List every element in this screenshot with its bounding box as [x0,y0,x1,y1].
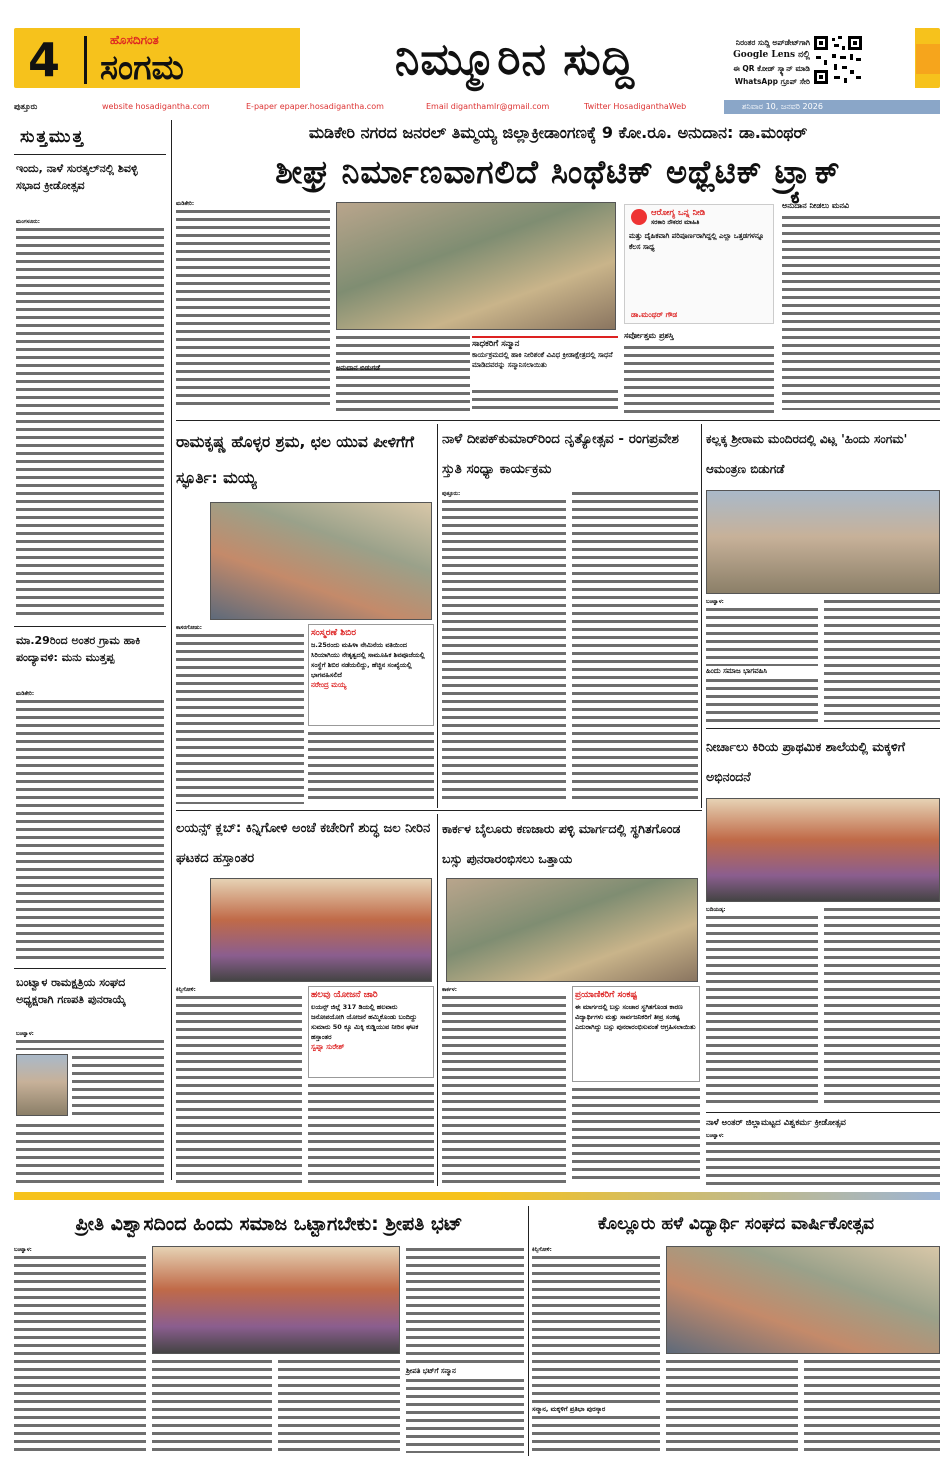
vishwakarma-text [706,1140,940,1186]
kallakka-photo [706,490,940,594]
story3-body [16,1030,164,1050]
lions-box [308,986,434,1078]
hindu-text [278,1358,400,1456]
story1-text [16,226,164,620]
story1-dateline: ಮಂಗಳೂರು: [16,219,40,225]
kollur-text [804,1358,940,1456]
ramakrishna-box-head: ಸಂಸ್ಮರಣೆ ಶಿಬಿರ [311,628,356,638]
qr-text-2: Google Lens ನಲ್ಲಿ [733,50,810,60]
ramakrishna-photo [210,502,432,620]
masthead-info-bar [14,100,940,114]
lead-text [336,334,470,414]
dance-body-col1 [442,490,566,802]
portrait-photo [16,1054,68,1116]
vishwakarma-body [706,1132,940,1186]
kallakka-text [706,677,818,727]
lions-box-text: ಲಯನ್ಸ್ ಜಿಲ್ಲೆ 317 ಡಿಯಲ್ಲಿ ಹಲವಾರು ಜನೋಪಯೋಗಿ ಯೋಜನೆ ಹಮ್ಮಿಕೊಂಡು ಬಂದಿದ್ದು ಸುಮಾರು 50 ಕ್ಕೂ ಮಿಕ್ಕಿ ಕುಡ್ಡಿಯುವ ನೀರಿನ ಘಟಕ ಹಸ್ತಾಂತರ [311,1003,419,1041]
hindu-text [152,1358,272,1456]
lions-photo [210,878,432,982]
epaper-link[interactable]: E-paper epaper.hosadigantha.com [246,102,384,111]
hindu-headline: ಪ್ರೀತಿ ವಿಶ್ವಾಸದಿಂದ ಹಿಂದು ಸಮಾಜ ಒಟ್ಟಾಗಬೇಕು: ಶ್ರೀಪತಿ ಭಟ್ [75,1213,463,1235]
dance-text [572,490,698,802]
school-dateline: ಬದಿಯಡ್ಕ: [706,907,726,913]
column-rule [437,424,438,808]
story2-text [16,698,164,962]
lions-headline: ಲಯನ್ಸ್ ಕ್ಲಬ್: ಕಿನ್ನಿಗೋಳಿ ಅಂಚೆ ಕಚೇರಿಗೆ ಶುದ್ಧ ಜಲ ನೀರಿನ ಘಟಕದ ಹಸ್ತಾಂತರ [176,821,431,866]
qr-text-4: WhatsApp ಗ್ರೂಪ್ ಸೇರಿ [734,77,810,86]
kollur-text [532,1254,660,1404]
kollur-text [666,1358,798,1456]
kallakka-subhead: ಹಿಂದು ಸಮಾಜ ಭಾಗವಹಿಸಿ [706,667,768,676]
column-rule [528,1206,529,1456]
kollur-dateline: ಕಿನ್ನಿಗೋಳಿ: [532,1247,552,1253]
lead-text [624,344,774,414]
ramakrishna-box-byline: ನರೇಂದ್ರ ಮಯ್ಯ [311,681,347,689]
lions-text [308,1082,434,1184]
date-badge: ಶನಿವಾರ 10, ಜನವರಿ 2026 [724,100,940,114]
health-logo-icon [631,209,647,225]
brand-small: ಹೊಸದಿಗಂತ [110,33,159,47]
city: ಪುತ್ತೂರು [14,102,38,111]
dance-headline: ನಾಳೆ ದೀಪಕ್‌ಕುಮಾರ್‌ರಿಂದ ನೃತ್ಯೋತ್ಸವ - ರಂಗಪ್ರವೇಶ ಸ್ತುತಿ ಸಂಧ್ಯಾ ಕಾರ್ಯಕ್ರಮ [442,431,679,477]
kallakka-dateline: ಬಂಟ್ವಾಳ: [706,599,724,605]
bus-headline: ಕಾರ್ಕಳ ಬೈಲೂರು ಕಣಜಾರು ಪಳ್ಳಿ ಮಾರ್ಗದಲ್ಲಿ ಸ್ಥಗಿತಗೊಂಡ ಬಸ್ಸು ಪುನರಾರಂಭಿಸಲು ಒತ್ತಾಯ [442,821,681,866]
health-text: ಮತ್ತು ದೈಹಿಕವಾಗಿ ಪರಿಪೂರ್ಣರಾಗಿದ್ದಲ್ಲಿ ಎಲ್ಲಾ ಒತ್ತಡಗಳನ್ನೂ ಕೆಲಸ ಸಾಧ್ಯ [629,232,765,251]
column-rule [701,424,702,808]
story3-dateline: ಬಂಟ್ವಾಳ: [16,1031,34,1037]
lions-body-col1 [176,986,302,1184]
bus-photo [446,878,698,982]
story2-headline: ಮಾ.29ರಿಂದ ಅಂತರ ಗ್ರಾಮ ಹಾಕಿ ಪಂದ್ಯಾವಳಿ: ಮನು ಮುತ್ತಪ್ಪ [16,634,141,664]
ramakrishna-dateline: ಕಾಸರಗೋಡು: [176,625,202,631]
lead-story [176,118,940,418]
qr-pattern-icon [812,34,864,86]
bus-dateline: ಕಾರ್ಕಳ: [442,987,457,993]
story1-headline: ಇಂದು, ನಾಳೆ ಸುರತ್ಕಲ್‌ನಲ್ಲಿ ಶಿವಳ್ಳಿ ಸಭಾದ ಕ್ರೀಡೋತ್ಸವ [16,162,138,192]
lead-text [472,388,618,414]
health-brand: ಆರೋಗ್ಯ ಒನ್ನ ನೀಡಿ [651,208,706,218]
bus-story [442,814,700,1186]
divider [14,626,166,627]
masthead [0,0,945,111]
hindu-photo [152,1246,400,1354]
column-rule [171,120,172,1180]
hindu-body-col1 [14,1246,146,1456]
section-rule [706,1112,940,1113]
kallakka-text [706,606,818,666]
ramakrishna-text [308,730,434,804]
hindu-story [14,1204,524,1459]
school-story [706,732,940,1112]
bus-box-head: ಪ್ರಯಾಣಿಕರಿಗೆ ಸಂಕಷ್ಟ [575,990,638,1000]
email-link[interactable]: Email diganthamlr@gmail.com [426,102,550,111]
section-rule [176,420,940,421]
ramakrishna-text [176,632,304,804]
school-text [706,914,818,1106]
hindu-text [14,1254,146,1456]
divider [14,968,166,969]
twitter-link[interactable]: Twitter HosadiganthaWeb [584,102,687,111]
quote-box [472,336,618,384]
ramakrishna-headline: ರಾಮಕೃಷ್ಣ ಹೊಳ್ಳರ ಶ್ರಮ, ಛಲ ಯುವ ಪೀಳಿಗೆಗೆ ಸ್ಫೂರ್ತಿ: ಮಯ್ಯ [176,433,415,487]
school-headline: ನೀರ್ಚಾಲು ಕಿರಿಯ ಪ್ರಾಥಮಿಕ ಶಾಲೆಯಲ್ಲಿ ಮಕ್ಕಳಿಗೆ ಅಭಿನಂದನೆ [706,739,905,784]
left-column [14,118,166,1186]
ramakrishna-story [176,424,434,804]
hindu-dateline: ಬಂಟ್ವಾಳ: [14,1247,32,1253]
hindu-subhead: ಶ್ರೀಪತಿ ಭಟ್‌ಗೆ ಸನ್ಮಾನ [406,1367,456,1375]
lions-box-byline: ಸ್ವಪ್ನಾ ಸುರೇಶ್ [311,1043,345,1051]
quote-text: ಕಾರ್ಯಕ್ರಮದಲ್ಲಿ ಹಾಕಿ ನೀರಿಶಂಕೆ ವಿವಿಧ ಕ್ರೀಡಾಕ್ಷೇತ್ರದಲ್ಲಿ ಸಾಧನೆ ಮಾಡಿದವರನ್ನು ಸನ್ಮಾನಿಸಲಾಯಿತು [472,351,613,369]
section-title: ನಿಮ್ಮೂರಿನ ಸುದ್ದಿ [394,34,636,85]
school-photo [706,798,940,902]
column-rule [437,814,438,1186]
brand-big: ಸಂಗಮ [100,48,184,88]
story3-text [16,1038,164,1050]
qr-caption [690,36,810,90]
hindu-body-col4 [406,1246,524,1456]
kollur-text [532,1414,660,1454]
story3-headline: ಬಂಟ್ವಾಳ ರಾಮಕ್ಷತ್ರಿಯ ಸಂಘದ ಅಧ್ಯಕ್ಷರಾಗಿ ಗಣಪತಿ ಪುನರಾಯ್ಕೆ [16,976,126,1006]
school-text [824,906,940,1106]
sutta-label: ಸುತ್ತಮುತ್ತ [20,127,85,147]
qr-text-3: ಈ QR ಕೋಡ್ ಸ್ಕ್ಯಾನ್ ಮಾಡಿ [733,64,810,73]
health-sub: ಸರಕಾರಿ ನೌಕರರ ಮಾಹಿತಿ [651,219,700,226]
lead-subhead-grant: ಅನುದಾನ ಬಿಡುಗಡೆ [336,364,380,372]
school-body-col1 [706,906,818,1106]
divider [14,154,166,155]
lead-text [176,208,330,410]
website-link[interactable]: website hosadigantha.com [102,102,210,111]
lions-text [176,994,302,1184]
qr-code[interactable] [812,34,864,86]
kollur-story [532,1204,940,1459]
bus-box [572,986,700,1082]
hindu-text [406,1377,524,1453]
kollur-subhead: ಸನ್ಮಾನ, ಮಕ್ಕಳಿಗೆ ಪ್ರತಿಭಾ ಪುರಸ್ಕಾರ [532,1405,606,1414]
masthead-divider [84,36,87,84]
lions-box-head: ಹಲವು ಯೋಜನೆ ಜಾರಿ [311,990,378,1000]
lead-text [782,214,940,410]
kallakka-body-col1 [706,598,818,722]
quote-head: ಸಾಧಕರಿಗೆ ಸನ್ಮಾನ [472,339,520,349]
lead-body-col1 [176,200,330,410]
kallakka-story [706,424,940,724]
ramakrishna-body-col1 [176,624,304,804]
story1-body [16,218,164,620]
kollur-headline: ಕೊಲ್ಲೂರು ಹಳೆ ವಿದ್ಯಾರ್ಥಿ ಸಂಘದ ವಾರ್ಷಿಕೋತ್ಸವ [597,1214,875,1234]
lead-body-col-right [782,200,940,414]
health-byline: ಡಾ.ಮಂಥರ್ ಗೌಡ [631,310,678,319]
lead-subhead-award: ಸರ್ವೋತ್ತಮ ಪ್ರಶಸ್ತಿ [624,331,674,340]
section-rule [176,810,702,811]
masthead-corner-tab [916,44,940,74]
lions-story [176,814,434,1186]
section-divider-bar [14,1192,940,1200]
lead-headline: ಶೀಘ್ರ ನಿರ್ಮಾಣವಾಗಲಿದೆ ಸಿಂಥೆಟಿಕ್ ಅಥ್ಲೆಟಿಕ್ ಟ್ರ್ಯಾಕ್ [275,153,841,191]
bus-text [572,1086,700,1184]
lead-dateline: ಮಡಿಕೇರಿ: [176,201,195,207]
kollur-photo [666,1246,940,1354]
qr-text-1: ನಿರಂತರ ಸುದ್ದಿ ಅಪ್‌ಡೇಟ್‌ಗಾಗಿ [735,38,810,47]
health-box [624,204,774,324]
vishwakarma-dateline: ಬಂಟ್ವಾಳ: [706,1133,724,1139]
bus-text [442,994,566,1184]
section-rule [706,728,940,729]
page-number: 4 [28,33,61,87]
vishwakarma-story [706,1116,940,1186]
story2-dateline: ಮಡಿಕೇರಿ: [16,691,35,697]
hindu-text [406,1246,524,1366]
lead-kicker: ಮಡಿಕೇರಿ ನಗರದ ಜನರಲ್ ತಿಮ್ಮಯ್ಯ ಜಿಲ್ಲಾಕ್ರೀಡಾಂಗಣಕ್ಕೆ 9 ಕೋ.ರೂ. ಅನುದಾನ: ಡಾ.ಮಂಥರ್ [308,123,808,142]
story2-body [16,690,164,962]
story3-text [72,1054,164,1116]
kollur-body-col1 [532,1246,660,1456]
lions-dateline: ಕಿನ್ನಿಗೋಳಿ: [176,987,196,993]
story3-text [16,1122,164,1184]
dance-story [442,424,698,804]
dance-text [442,498,566,802]
dance-dateline: ಪುತ್ತೂರು: [442,491,461,497]
bus-box-text: ಈ ಮಾರ್ಗದಲ್ಲಿ ಬಸ್ಸು ಸಂಚಾರ ಸ್ಥಗಿತಗೊಂಡ ಕಾರಣ ವಿದ್ಯಾರ್ಥಿಗಳು ಮತ್ತು ಸಾರ್ವಜನಿಕರಿಗೆ ತೀವ್ರ ಸಂಕಷ್ಟ ಎದುರಾಗಿದ್ದು ಬಸ್ಸು ಪುನರಾರಂಭಿಸುವಂತೆ ಆಗ್ರಹಿಸಲಾಯಿತು [575,1003,696,1031]
ramakrishna-box-text: ಜ.25ರಂದು ಮಹಿಳಾ ನೇಮಿನೆಯ ವತಿಯಿಂದ ಸಿರಿಯಾಗಿಯು ನೇತೃತ್ವದಲ್ಲಿ ಸಾಮೂಹಿಕ ಶಿವಪೂಜೆಯಲ್ಲಿ ಸಂಸ್ಥೆಗೆ ಶಿಬಿರ ನಡೆಯಲಿದ್ದು, ಹೆಚ್ಚಿನ ಸಂಖ್ಯೆಯಲ್ಲಿ ಭಾಗವಹಿಸಲಿದೆ [311,641,425,679]
lead-subhead-request: ಅನುದಾನ ನೀಡಲು ಮನವಿ [782,201,850,210]
kallakka-text [824,598,940,722]
ramakrishna-box [308,624,434,726]
lead-photo-ceremony [336,202,616,330]
bus-body-col1 [442,986,566,1184]
kallakka-headline: ಕಲ್ಲಕ್ಕ ಶ್ರೀರಾಮ ಮಂದಿರದಲ್ಲಿ ವಿಟ್ಲ 'ಹಿಂದು ಸಂಗಮ' ಆಮಂತ್ರಣ ಬಿಡುಗಡೆ [706,432,908,476]
vishwakarma-headline: ನಾಳೆ ಅಂತರ್ ಜಿಲ್ಲಾಮಟ್ಟದ ವಿಶ್ವಕರ್ಮ ಕ್ರೀಡೋತ್ಸವ [706,1118,846,1128]
